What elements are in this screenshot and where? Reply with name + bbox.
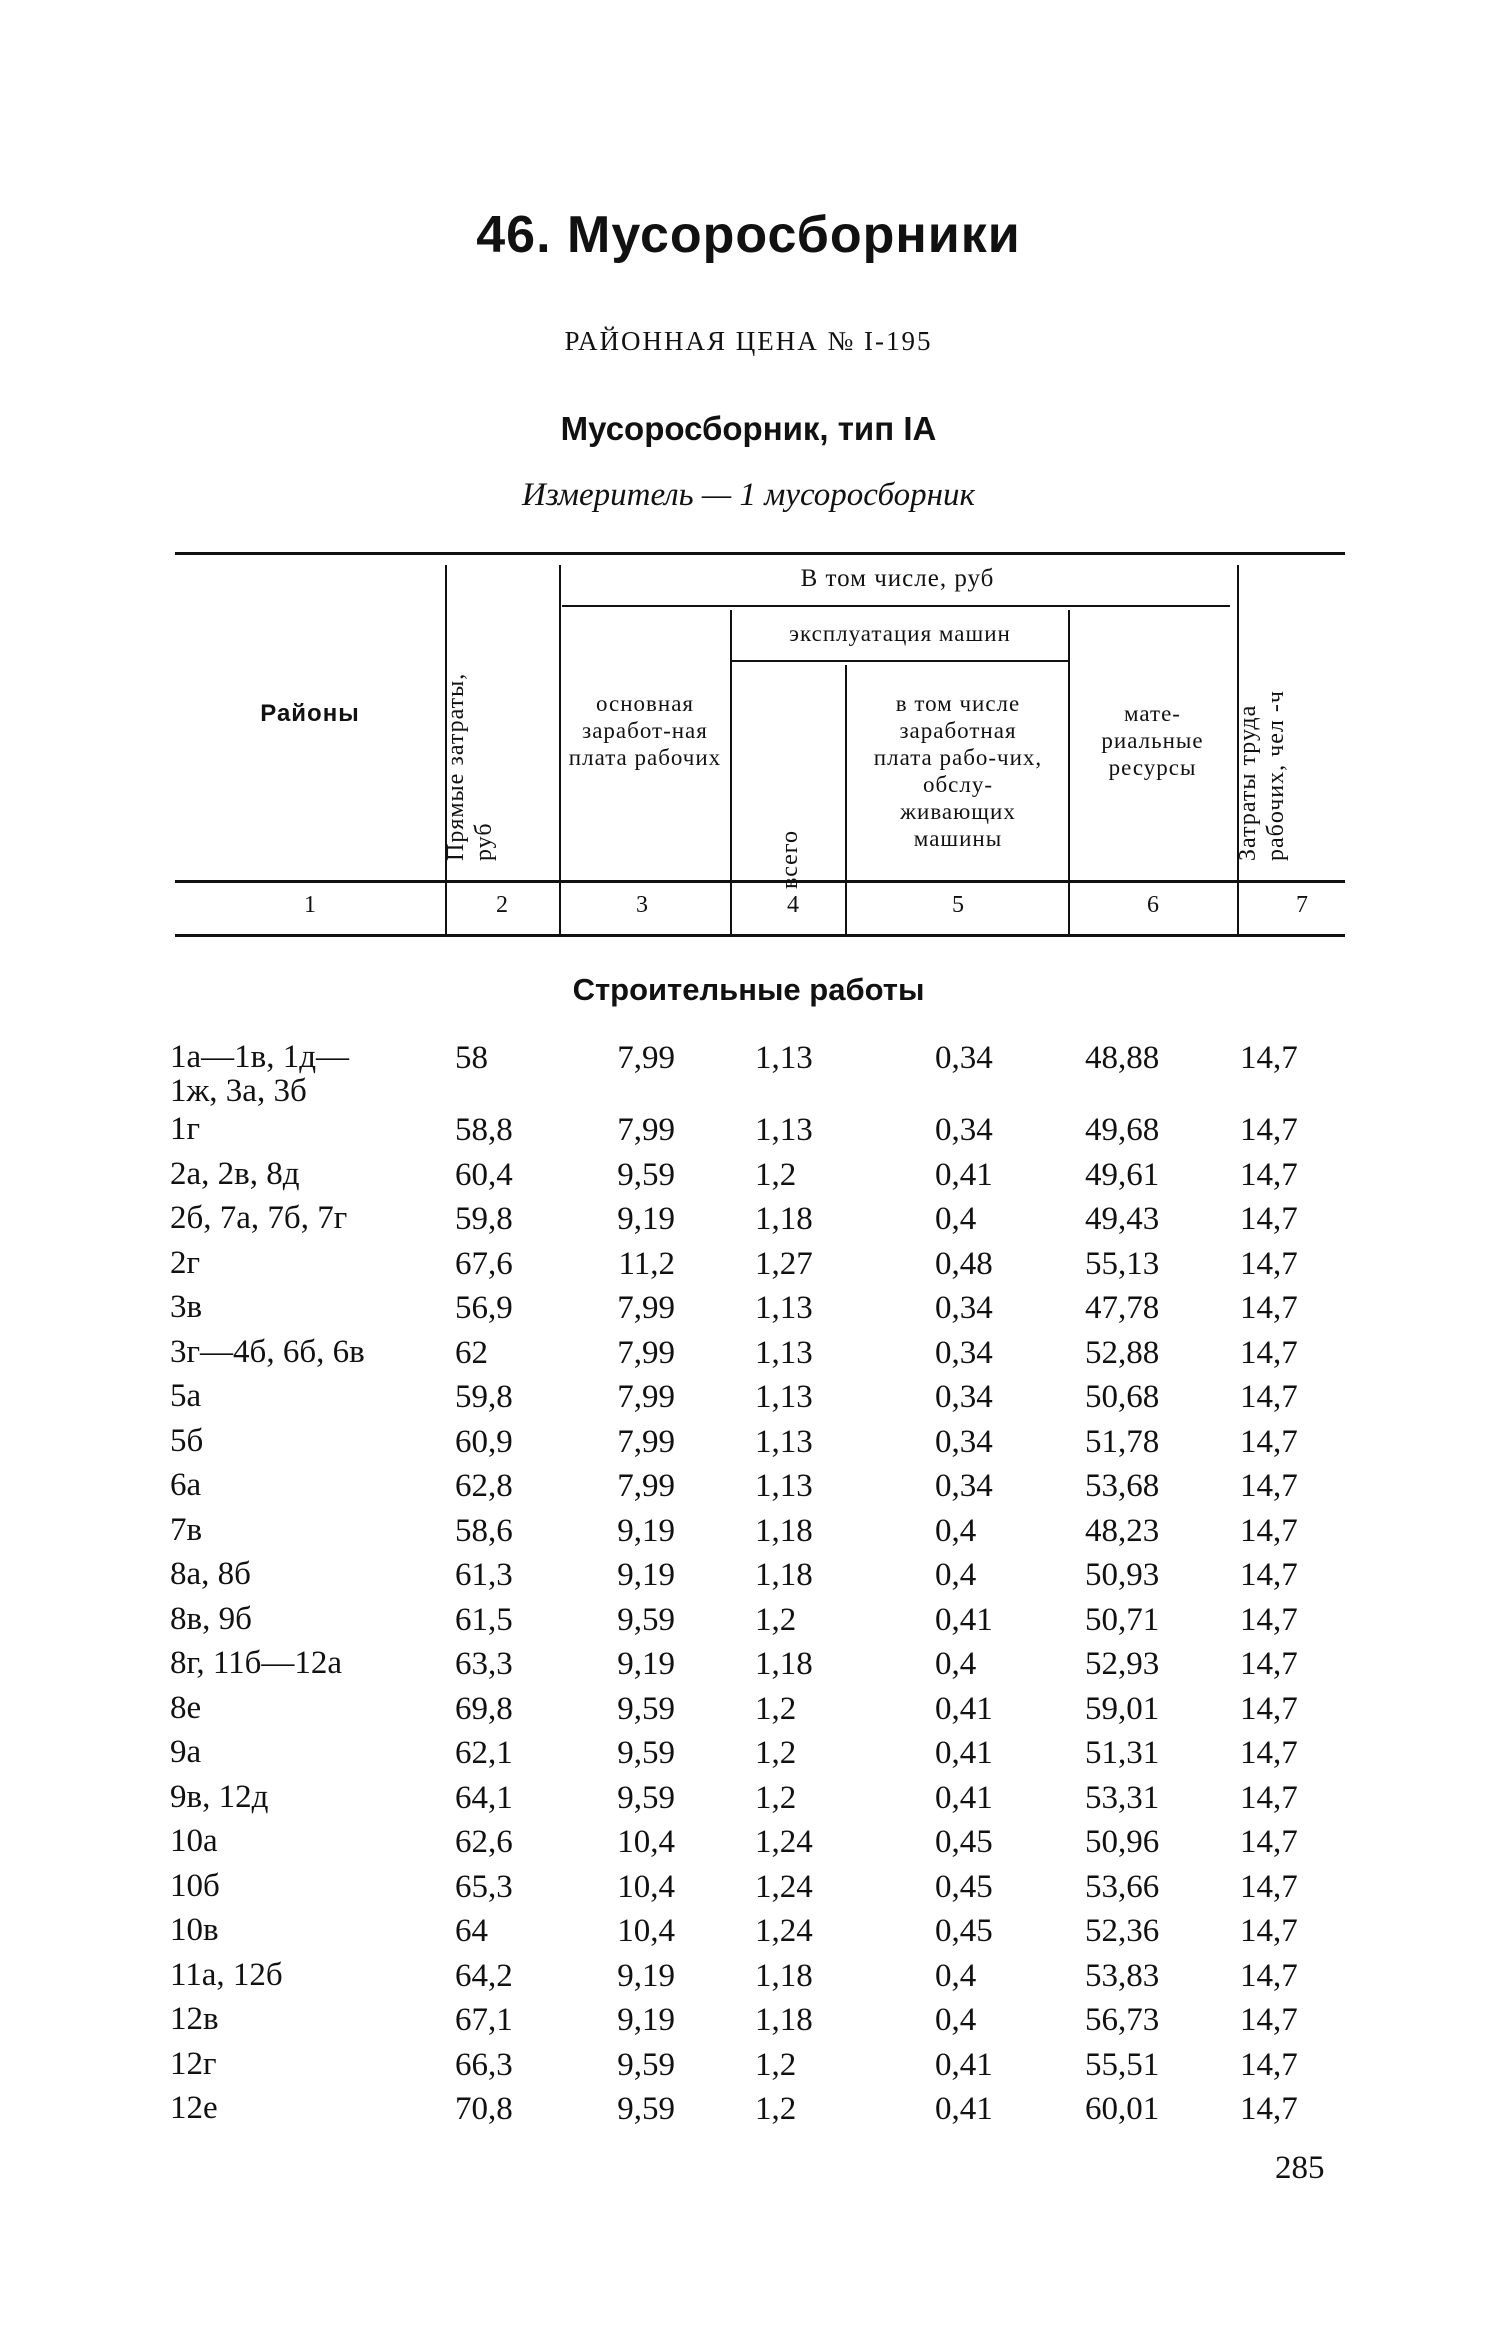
table-cell-col-1: 5б xyxy=(170,1422,204,1459)
table-cell-col-7: 14,7 xyxy=(1240,1156,1298,1193)
table-cell-col-5: 0,4 xyxy=(935,1646,977,1682)
table-cell-col-1: 5а xyxy=(170,1378,202,1414)
table-cell-col-3: 9,19 xyxy=(617,1957,675,1994)
table-cell-col-4: 1,13 xyxy=(755,1379,813,1415)
table-cell-col-6: 50,96 xyxy=(1085,1824,1160,1860)
table-cell-col-5: 0,41 xyxy=(935,1601,993,1638)
table-cell-col-6: 55,13 xyxy=(1085,1245,1160,1282)
table-cell-col-5: 0,41 xyxy=(935,1779,993,1816)
table-cell-col-7: 14,7 xyxy=(1240,1868,1298,1905)
table-cell-col-2: 64,2 xyxy=(455,1957,513,1994)
table-cell-col-3: 7,99 xyxy=(617,1290,675,1326)
table-cell-col-4: 1,13 xyxy=(755,1423,813,1460)
table-cell-col-6: 53,83 xyxy=(1085,1957,1160,1994)
table-row xyxy=(0,1335,1497,1380)
table-cell-col-3: 9,19 xyxy=(617,2002,675,2038)
table-cell-col-1: 12в xyxy=(170,2001,219,2037)
table-cell-col-7: 14,7 xyxy=(1240,1201,1298,1237)
table-cell-col-6: 52,93 xyxy=(1085,1646,1160,1682)
table-cell-col-2: 64,1 xyxy=(455,1779,513,1816)
table-cell-col-3: 7,99 xyxy=(617,1040,675,1076)
table-row xyxy=(0,1040,1497,1112)
table-cell-col-3: 9,59 xyxy=(617,1779,675,1816)
table-cell-col-1: 6а xyxy=(170,1467,202,1503)
table-cell-col-4: 1,2 xyxy=(755,1779,797,1816)
table-cell-col-5: 0,4 xyxy=(935,1512,977,1549)
table-cell-col-4: 1,27 xyxy=(755,1245,813,1282)
table-cell-col-4: 1,13 xyxy=(755,1112,813,1148)
table-cell-col-3: 9,59 xyxy=(617,1601,675,1638)
table-cell-col-3: 9,19 xyxy=(617,1201,675,1237)
table-cell-col-5: 0,34 xyxy=(935,1423,993,1460)
subtitle: Мусоросборник, тип IA xyxy=(560,410,937,447)
table-cell-col-2: 58 xyxy=(455,1040,488,1076)
table-cell-col-4: 1,18 xyxy=(755,1646,813,1682)
table-row xyxy=(0,1735,1497,1780)
table-cell-col-7: 14,7 xyxy=(1240,1735,1298,1771)
header-labor: Затраты труда рабочих, чел -ч xyxy=(1235,690,1289,861)
table-cell-col-6: 47,78 xyxy=(1085,1290,1160,1326)
table-cell-col-3: 9,59 xyxy=(617,2091,675,2127)
table-cell-col-2: 56,9 xyxy=(455,1290,513,1326)
table-cell-col-3: 9,19 xyxy=(617,1646,675,1682)
table-row xyxy=(0,1869,1497,1914)
col-number-7: 7 xyxy=(1296,892,1308,918)
table-cell-col-2: 62,6 xyxy=(455,1824,513,1860)
table-cell-col-4: 1,2 xyxy=(755,1690,797,1727)
table-cell-col-7: 14,7 xyxy=(1240,1957,1298,1994)
table-cell-col-2: 62,1 xyxy=(455,1735,513,1771)
col-number-3: 3 xyxy=(636,892,648,918)
table-cell-col-6: 48,23 xyxy=(1085,1512,1160,1549)
table-cell-col-4: 1,18 xyxy=(755,1957,813,1994)
table-cell-col-5: 0,34 xyxy=(935,1379,993,1415)
table-cell-col-5: 0,34 xyxy=(935,1112,993,1148)
price-label: РАЙОННАЯ ЦЕНА № I-195 xyxy=(564,326,933,356)
header-regions: Районы xyxy=(260,700,360,727)
table-cell-col-5: 0,34 xyxy=(935,1468,993,1504)
table-cell-col-2: 63,3 xyxy=(455,1646,513,1682)
table-cell-col-7: 14,7 xyxy=(1240,2002,1298,2038)
divider-3 xyxy=(730,610,732,935)
table-cell-col-3: 9,59 xyxy=(617,2046,675,2083)
table-row xyxy=(0,1424,1497,1469)
table-cell-col-4: 1,24 xyxy=(755,1868,813,1905)
table-cell-col-7: 14,7 xyxy=(1240,1824,1298,1860)
table-cell-col-1: 3г—4б, 6б, 6в xyxy=(170,1333,365,1370)
table-cell-col-1: 8г, 11б—12а xyxy=(170,1645,343,1681)
header-machine-ops: эксплуатация машин xyxy=(789,621,1011,646)
header-top-rule xyxy=(175,552,1345,555)
table-cell-col-3: 9,19 xyxy=(617,1512,675,1549)
table-cell-col-7: 14,7 xyxy=(1240,1290,1298,1326)
table-cell-col-7: 14,7 xyxy=(1240,1646,1298,1682)
table-cell-col-5: 0,4 xyxy=(935,1957,977,1994)
header-including: В том числе, руб xyxy=(800,565,995,592)
table-cell-col-7: 14,7 xyxy=(1240,1512,1298,1549)
table-cell-col-1: 12г xyxy=(170,2045,217,2082)
table-cell-col-7: 14,7 xyxy=(1240,1379,1298,1415)
table-cell-col-6: 55,51 xyxy=(1085,2046,1160,2083)
table-cell-col-6: 53,66 xyxy=(1085,1868,1160,1905)
table-cell-col-7: 14,7 xyxy=(1240,1040,1298,1076)
table-cell-col-7: 14,7 xyxy=(1240,1334,1298,1371)
table-cell-col-7: 14,7 xyxy=(1240,1112,1298,1148)
table-cell-col-5: 0,4 xyxy=(935,1557,977,1593)
table-cell-col-5: 0,45 xyxy=(935,1868,993,1905)
table-row xyxy=(0,1913,1497,1958)
table-cell-col-2: 62,8 xyxy=(455,1468,513,1504)
table-cell-col-2: 67,1 xyxy=(455,2002,513,2038)
table-cell-col-4: 1,18 xyxy=(755,2002,813,2038)
table-cell-col-1: 9в, 12д xyxy=(170,1778,269,1815)
table-cell-col-3: 10,4 xyxy=(617,1824,675,1860)
table-cell-col-6: 52,88 xyxy=(1085,1334,1160,1371)
table-cell-col-5: 0,34 xyxy=(935,1334,993,1371)
table-cell-col-4: 1,13 xyxy=(755,1334,813,1371)
table-cell-col-3: 7,99 xyxy=(617,1423,675,1460)
table-cell-col-1: 8е xyxy=(170,1689,202,1726)
data-rows xyxy=(0,1040,1497,2136)
table-cell-col-7: 14,7 xyxy=(1240,1913,1298,1949)
table-cell-col-3: 7,99 xyxy=(617,1334,675,1371)
table-cell-col-4: 1,18 xyxy=(755,1201,813,1237)
table-cell-col-1: 2б, 7а, 7б, 7г xyxy=(170,1200,348,1236)
table-cell-col-6: 49,68 xyxy=(1085,1112,1160,1148)
table-cell-col-1: 10в xyxy=(170,1912,219,1948)
table-cell-col-1: 1а—1в, 1д—1ж, 3а, 3б xyxy=(170,1039,350,1109)
table-cell-col-4: 1,13 xyxy=(755,1290,813,1326)
table-cell-col-2: 58,8 xyxy=(455,1112,513,1148)
table-cell-col-5: 0,4 xyxy=(935,1201,977,1237)
table-cell-col-4: 1,2 xyxy=(755,2046,797,2083)
table-cell-col-3: 10,4 xyxy=(617,1868,675,1905)
table-cell-col-3: 9,59 xyxy=(617,1156,675,1193)
header-bottom-rule xyxy=(175,880,1345,883)
header-materials: мате-риальные ресурсы xyxy=(1101,701,1204,780)
table-cell-col-1: 11а, 12б xyxy=(170,1956,283,1993)
col-number-4: 4 xyxy=(787,892,799,918)
header-machine-wages: в том числе заработная плата рабо-чих, обслу-живающих машины xyxy=(873,691,1043,851)
table-cell-col-6: 51,78 xyxy=(1085,1423,1160,1460)
table-cell-col-5: 0,41 xyxy=(935,1690,993,1727)
table-cell-col-1: 2а, 2в, 8д xyxy=(170,1155,300,1192)
table-cell-col-6: 53,31 xyxy=(1085,1779,1160,1816)
table-row xyxy=(0,2091,1497,2136)
header-direct-costs: Прямые затраты, руб xyxy=(443,672,497,861)
table-cell-col-2: 70,8 xyxy=(455,2091,513,2127)
table-cell-col-5: 0,34 xyxy=(935,1040,993,1076)
table-cell-col-3: 7,99 xyxy=(617,1112,675,1148)
table-cell-col-6: 56,73 xyxy=(1085,2002,1160,2038)
table-cell-col-1: 1г xyxy=(170,1111,201,1147)
table-cell-col-5: 0,48 xyxy=(935,1245,993,1282)
table-cell-col-4: 1,2 xyxy=(755,1601,797,1638)
table-cell-col-4: 1,24 xyxy=(755,1824,813,1860)
table-row xyxy=(0,1602,1497,1647)
table-cell-col-2: 61,3 xyxy=(455,1557,513,1593)
table-cell-col-1: 3в xyxy=(170,1289,203,1325)
table-cell-col-2: 62 xyxy=(455,1334,488,1371)
table-cell-col-7: 14,7 xyxy=(1240,1245,1298,1282)
table-cell-col-5: 0,45 xyxy=(935,1824,993,1860)
table-cell-col-3: 9,59 xyxy=(617,1690,675,1727)
table-cell-col-5: 0,34 xyxy=(935,1290,993,1326)
table-row xyxy=(0,1246,1497,1291)
table-cell-col-7: 14,7 xyxy=(1240,2046,1298,2083)
table-cell-col-1: 7в xyxy=(170,1511,203,1548)
table-row xyxy=(0,1557,1497,1602)
table-cell-col-6: 51,31 xyxy=(1085,1735,1160,1771)
colnum-bottom-rule xyxy=(175,934,1345,937)
page-title: 46. Мусоросборники xyxy=(476,206,1021,264)
table-cell-col-6: 50,71 xyxy=(1085,1601,1160,1638)
table-row xyxy=(0,1290,1497,1335)
table-cell-col-4: 1,13 xyxy=(755,1468,813,1504)
table-row xyxy=(0,1958,1497,2003)
table-cell-col-4: 1,2 xyxy=(755,1156,797,1193)
divider-4 xyxy=(845,665,847,935)
table-row xyxy=(0,1513,1497,1558)
table-row xyxy=(0,1157,1497,1202)
table-cell-col-2: 65,3 xyxy=(455,1868,513,1905)
table-cell-col-3: 11,2 xyxy=(618,1245,675,1282)
table-cell-col-7: 14,7 xyxy=(1240,1468,1298,1504)
table-cell-col-2: 59,8 xyxy=(455,1379,513,1415)
table-cell-col-2: 61,5 xyxy=(455,1601,513,1638)
table-row xyxy=(0,1646,1497,1691)
table-cell-col-7: 14,7 xyxy=(1240,1601,1298,1638)
table-cell-col-5: 0,41 xyxy=(935,2091,993,2127)
table-cell-col-3: 7,99 xyxy=(617,1468,675,1504)
table-cell-col-1: 10а xyxy=(170,1823,218,1859)
table-cell-col-7: 14,7 xyxy=(1240,1690,1298,1727)
section-title: Строительные работы xyxy=(572,972,925,1007)
table-cell-col-2: 66,3 xyxy=(455,2046,513,2083)
table-cell-col-1: 8а, 8б xyxy=(170,1556,251,1592)
table-row xyxy=(0,1201,1497,1246)
divider-2 xyxy=(559,565,561,935)
table-cell-col-3: 7,99 xyxy=(617,1379,675,1415)
table-cell-col-4: 1,24 xyxy=(755,1913,813,1949)
header-wages: основная заработ-ная плата рабочих xyxy=(568,691,722,770)
table-cell-col-5: 0,4 xyxy=(935,2002,977,2038)
table-cell-col-2: 60,4 xyxy=(455,1156,513,1193)
table-cell-col-7: 14,7 xyxy=(1240,1423,1298,1460)
table-cell-col-2: 64 xyxy=(455,1913,488,1949)
table-cell-col-6: 49,61 xyxy=(1085,1156,1160,1193)
table-cell-col-7: 14,7 xyxy=(1240,2091,1298,2127)
table-cell-col-5: 0,41 xyxy=(935,1156,993,1193)
table-cell-col-1: 9а xyxy=(170,1734,202,1770)
col-number-6: 6 xyxy=(1147,892,1159,918)
table-cell-col-5: 0,41 xyxy=(935,2046,993,2083)
table-cell-col-5: 0,41 xyxy=(935,1735,993,1771)
table-cell-col-6: 49,43 xyxy=(1085,1201,1160,1237)
table-cell-col-6: 50,68 xyxy=(1085,1379,1160,1415)
table-cell-col-7: 14,7 xyxy=(1240,1557,1298,1593)
table-cell-col-2: 67,6 xyxy=(455,1245,513,1282)
table-row xyxy=(0,1468,1497,1513)
table-row xyxy=(0,1824,1497,1869)
table-row xyxy=(0,1379,1497,1424)
table-cell-col-4: 1,18 xyxy=(755,1557,813,1593)
machine-ops-rule xyxy=(730,660,1070,662)
table-cell-col-6: 48,88 xyxy=(1085,1040,1160,1076)
divider-5 xyxy=(1068,610,1070,935)
col-number-1: 1 xyxy=(304,892,316,918)
table-cell-col-4: 1,2 xyxy=(755,1735,797,1771)
table-cell-col-6: 53,68 xyxy=(1085,1468,1160,1504)
table-cell-col-4: 1,18 xyxy=(755,1512,813,1549)
col-number-5: 5 xyxy=(952,892,964,918)
table-row xyxy=(0,2047,1497,2092)
table-row xyxy=(0,2002,1497,2047)
header-total: всего xyxy=(777,829,803,889)
table-cell-col-1: 12е xyxy=(170,2090,218,2126)
table-row xyxy=(0,1691,1497,1736)
table-row xyxy=(0,1112,1497,1157)
table-cell-col-6: 50,93 xyxy=(1085,1557,1160,1593)
table-cell-col-3: 10,4 xyxy=(617,1913,675,1949)
table-cell-col-3: 9,59 xyxy=(617,1735,675,1771)
including-rule xyxy=(562,605,1230,607)
table-cell-col-4: 1,13 xyxy=(755,1040,813,1076)
table-row xyxy=(0,1780,1497,1825)
table-cell-col-3: 9,19 xyxy=(617,1557,675,1593)
table-cell-col-2: 69,8 xyxy=(455,1690,513,1727)
table-cell-col-6: 59,01 xyxy=(1085,1690,1160,1727)
table-cell-col-2: 58,6 xyxy=(455,1512,513,1549)
measure-unit: Измеритель — 1 мусоросборник xyxy=(522,477,975,513)
table-cell-col-6: 52,36 xyxy=(1085,1913,1160,1949)
col-number-2: 2 xyxy=(496,892,508,918)
table-cell-col-2: 60,9 xyxy=(455,1423,513,1460)
table-cell-col-4: 1,2 xyxy=(755,2091,797,2127)
table-cell-col-1: 2г xyxy=(170,1244,201,1281)
table-cell-col-7: 14,7 xyxy=(1240,1779,1298,1816)
page-number: 285 xyxy=(1275,2150,1325,2186)
table-cell-col-2: 59,8 xyxy=(455,1201,513,1237)
table-cell-col-1: 10б xyxy=(170,1867,220,1904)
table-cell-col-6: 60,01 xyxy=(1085,2091,1160,2127)
table-cell-col-1: 8в, 9б xyxy=(170,1600,252,1637)
table-cell-col-5: 0,45 xyxy=(935,1913,993,1949)
